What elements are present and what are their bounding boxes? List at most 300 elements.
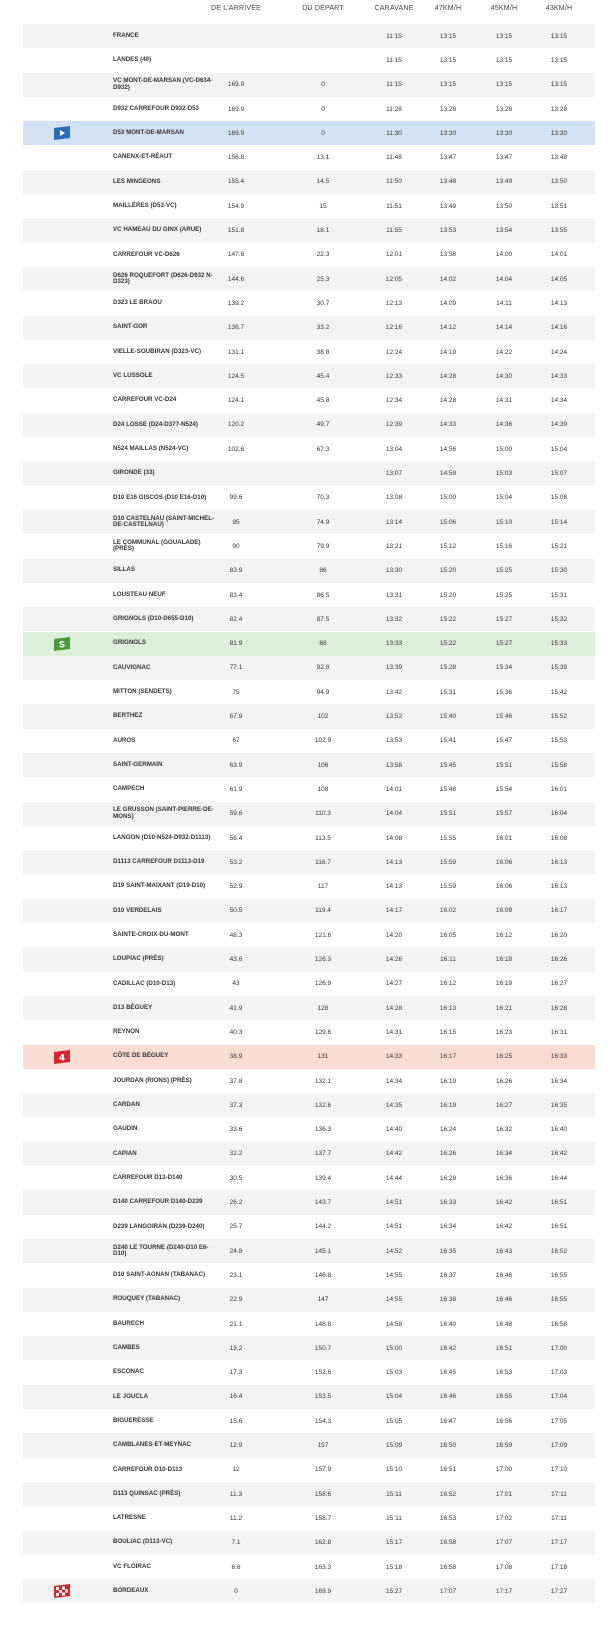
distance-to-finish <box>206 48 266 72</box>
header-45kmh: 45KM/H <box>490 5 518 12</box>
distance-to-finish: 151.8 <box>227 227 245 235</box>
checkpoint-name: CARREFOUR D13-D140 <box>113 1173 183 1181</box>
time-45kmh: 15:03 <box>495 470 513 478</box>
time-47kmh: 15:51 <box>439 810 457 818</box>
distance-from-start: 132.1 <box>314 1077 332 1085</box>
time-47kmh: 16:11 <box>440 956 456 964</box>
time-45kmh: 13:15 <box>495 32 513 40</box>
caravan-time: 14:13 <box>385 883 403 891</box>
caravan-time: 14:27 <box>385 980 403 988</box>
distance-from-start: 121.6 <box>314 931 332 939</box>
distance-to-finish: 169.9 <box>227 105 245 113</box>
checkpoint-name: BIGUERESSE <box>113 1416 154 1424</box>
distance-to-finish: 77.1 <box>229 664 243 672</box>
time-45kmh: 15:57 <box>495 810 513 818</box>
distance-to-finish: 75 <box>232 688 240 696</box>
distance-to-finish: 99.6 <box>229 494 243 502</box>
distance-to-finish: 102.6 <box>227 445 245 453</box>
distance-to-finish: 33.6 <box>229 1126 243 1134</box>
caravan-time: 13:58 <box>385 761 403 769</box>
distance-to-finish: 23.1 <box>229 1271 243 1279</box>
time-45kmh: 17:02 <box>495 1514 513 1522</box>
distance-from-start: 15 <box>319 202 327 210</box>
time-45kmh: 17:17 <box>495 1587 513 1595</box>
caravan-time: 14:51 <box>385 1199 403 1207</box>
time-43kmh: 13:55 <box>550 227 568 235</box>
caravan-time: 14:17 <box>385 907 403 915</box>
checkpoint-name: LOUSTEAU NEUF <box>113 590 166 598</box>
header-43kmh: 43KM/H <box>545 5 573 12</box>
distance-to-finish: 154.9 <box>227 202 245 210</box>
time-43kmh: 16:04 <box>550 810 568 818</box>
checkpoint-name: GAUDIN <box>113 1125 138 1133</box>
time-47kmh: 13:15 <box>439 81 457 89</box>
caravan-time: 12:39 <box>385 421 403 429</box>
caravan-time: 13:07 <box>385 470 403 478</box>
time-43kmh: 15:58 <box>550 761 568 769</box>
time-43kmh: 15:07 <box>550 470 568 478</box>
climb-category-label: 4 <box>58 1053 66 1064</box>
time-47kmh: 16:53 <box>439 1514 457 1522</box>
time-45kmh: 16:32 <box>495 1126 513 1134</box>
table-row <box>23 704 595 728</box>
distance-to-finish: 30.5 <box>229 1174 243 1182</box>
checkpoint-name: D10 E16 GISCOS (D10 E16-D10) <box>113 493 207 501</box>
checkpoint-name: FRANCE <box>113 31 139 39</box>
distance-to-finish: 90 <box>232 542 240 550</box>
distance-to-finish: 11.3 <box>229 1490 243 1498</box>
distance-from-start: 117 <box>317 883 329 891</box>
time-45kmh: 16:46 <box>495 1296 513 1304</box>
table-row <box>23 1263 595 1287</box>
time-45kmh: 16:09 <box>495 907 513 915</box>
distance-from-start: 106 <box>317 761 329 769</box>
caravan-time: 15:10 <box>385 1466 403 1474</box>
distance-from-start: 88 <box>319 640 327 648</box>
time-45kmh: 14:00 <box>495 251 513 259</box>
checkpoint-name: LATRESNE <box>113 1514 146 1522</box>
checkpoint-name: CÔTE DE BÉGUEY <box>113 1052 169 1060</box>
caravan-time: 11:48 <box>386 154 402 162</box>
time-45kmh: 13:50 <box>495 202 513 210</box>
caravan-time: 13:33 <box>385 640 403 648</box>
time-47kmh: 15:22 <box>439 640 457 648</box>
time-45kmh: 16:34 <box>495 1150 513 1158</box>
time-45kmh: 16:12 <box>495 931 513 939</box>
caravan-time: 14:34 <box>385 1077 403 1085</box>
distance-from-start: 14.5 <box>316 178 330 186</box>
distance-to-finish: 63.9 <box>229 761 243 769</box>
caravan-time: 12:34 <box>385 397 403 405</box>
distance-to-finish: 22.9 <box>229 1296 243 1304</box>
caravan-time: 13:32 <box>385 615 403 623</box>
time-43kmh: 13:30 <box>550 129 568 137</box>
caravan-time: 13:30 <box>385 567 403 575</box>
distance-to-finish: 83.4 <box>229 591 243 599</box>
time-45kmh: 13:47 <box>495 154 513 162</box>
time-45kmh: 13:15 <box>495 56 513 64</box>
time-43kmh: 13:51 <box>550 202 568 210</box>
distance-from-start: 169.9 <box>314 1587 332 1595</box>
time-43kmh: 16:34 <box>550 1077 568 1085</box>
caravan-time: 14:04 <box>385 810 403 818</box>
distance-to-finish: 6.6 <box>231 1563 241 1571</box>
time-43kmh: 17:03 <box>550 1369 568 1377</box>
time-43kmh: 17:18 <box>550 1563 568 1571</box>
table-row <box>23 947 595 971</box>
distance-from-start: 119.4 <box>315 907 331 915</box>
table-row <box>23 1215 595 1239</box>
time-47kmh: 14:09 <box>439 299 457 307</box>
distance-from-start: 70.3 <box>316 494 330 502</box>
caravan-time: 14:52 <box>385 1247 403 1255</box>
checkpoint-name: SILLAS <box>113 566 136 574</box>
time-43kmh: 17:17 <box>550 1539 568 1547</box>
checkpoint-name: MAILLÈRES (D53-VC) <box>113 201 177 209</box>
distance-to-finish: 48.3 <box>229 931 243 939</box>
distance-from-start: 148.8 <box>314 1320 332 1328</box>
time-45kmh: 14:14 <box>495 324 513 332</box>
distance-to-finish: 95 <box>232 518 240 526</box>
time-47kmh: 14:28 <box>439 397 457 405</box>
time-43kmh: 17:11 <box>551 1490 567 1498</box>
table-header <box>0 0 608 24</box>
checkpoint-name: CARDAN <box>113 1101 140 1109</box>
time-43kmh: 13:15 <box>550 56 568 64</box>
distance-from-start: 126.3 <box>314 956 332 964</box>
time-45kmh: 16:42 <box>495 1223 513 1231</box>
time-43kmh: 15:14 <box>550 518 568 526</box>
checkpoint-name: BOULIAC (D113-VC) <box>113 1538 173 1546</box>
checkpoint-name: VC LUSSOLE <box>113 372 153 380</box>
checkpoint-name: VC HAMEAU DU GINX (ARUE) <box>113 226 202 234</box>
time-47kmh: 16:12 <box>439 980 457 988</box>
time-47kmh: 16:05 <box>439 931 457 939</box>
time-47kmh: 16:40 <box>439 1320 457 1328</box>
time-45kmh: 15:16 <box>495 542 513 550</box>
distance-from-start: 87.5 <box>316 615 330 623</box>
caravan-time: 15:09 <box>385 1442 403 1450</box>
distance-from-start: 22.3 <box>316 251 330 259</box>
climb-category-icon <box>53 1050 71 1064</box>
time-47kmh: 14:59 <box>439 470 457 478</box>
time-45kmh: 13:15 <box>495 81 513 89</box>
caravan-time: 13:31 <box>385 591 403 599</box>
distance-to-finish: 43 <box>232 980 240 988</box>
caravan-time: 11:55 <box>386 227 402 235</box>
time-43kmh: 17:11 <box>551 1514 567 1522</box>
table-row <box>23 486 595 510</box>
time-45kmh: 15:27 <box>495 615 513 623</box>
caravan-time: 14:01 <box>385 785 403 793</box>
distance-from-start: 132.6 <box>314 1101 332 1109</box>
time-45kmh: 13:28 <box>495 105 513 113</box>
distance-to-finish: 124.1 <box>227 397 245 405</box>
distance-from-start: 13.1 <box>316 154 330 162</box>
distance-to-finish: 26.2 <box>229 1199 243 1207</box>
caravan-time: 12:05 <box>385 275 403 283</box>
time-45kmh: 16:19 <box>495 980 513 988</box>
distance-from-start: 145.1 <box>314 1247 332 1255</box>
caravan-time: 14:35 <box>385 1101 403 1109</box>
distance-to-finish: 67 <box>232 737 240 745</box>
time-43kmh: 15:31 <box>550 591 568 599</box>
distance-from-start: 38.8 <box>316 348 330 356</box>
time-47kmh: 15:20 <box>439 591 457 599</box>
time-45kmh: 16:25 <box>495 1053 513 1061</box>
finish-flag-icon <box>53 1584 71 1598</box>
time-43kmh: 13:28 <box>550 105 568 113</box>
time-47kmh: 16:13 <box>439 1004 457 1012</box>
distance-from-start: 45.8 <box>316 397 330 405</box>
distance-to-finish: 25.7 <box>229 1223 243 1231</box>
time-45kmh: 14:30 <box>495 372 513 380</box>
time-45kmh: 14:11 <box>496 299 512 307</box>
time-45kmh: 15:25 <box>495 591 513 599</box>
distance-to-finish: 169.9 <box>227 129 245 137</box>
checkpoint-name: CARREFOUR D10-D113 <box>113 1465 183 1473</box>
checkpoint-name: N524 MAILLAS (N524-VC) <box>113 444 189 452</box>
time-47kmh: 16:34 <box>439 1223 457 1231</box>
checkpoint-name: D1113 CARREFOUR D1113-D19 <box>113 858 205 866</box>
table-row <box>23 802 595 826</box>
caravan-time: 11:15 <box>386 56 402 64</box>
time-45kmh: 17:01 <box>495 1490 513 1498</box>
caravan-time: 11:28 <box>386 105 402 113</box>
distance-from-start: 150.7 <box>314 1344 332 1352</box>
distance-to-finish: 61.9 <box>229 785 243 793</box>
distance-to-finish: 24.8 <box>229 1247 243 1255</box>
header-caravan: CARAVANE <box>374 5 414 12</box>
table-row <box>23 267 595 291</box>
table-row <box>23 1239 595 1263</box>
distance-to-finish: 155.4 <box>227 178 245 186</box>
time-47kmh: 16:02 <box>439 907 457 915</box>
distance-from-start: 144.2 <box>314 1223 332 1231</box>
caravan-time: 15:03 <box>385 1369 403 1377</box>
time-45kmh: 16:18 <box>495 956 513 964</box>
table-row <box>23 48 595 72</box>
distance-from-start <box>293 461 353 485</box>
time-43kmh: 14:13 <box>550 299 568 307</box>
table-row <box>23 1385 595 1409</box>
checkpoint-name: MITTON (SENDETS) <box>113 687 172 695</box>
table-row <box>23 1045 595 1069</box>
distance-from-start: 110.3 <box>315 810 331 818</box>
distance-from-start <box>293 24 353 48</box>
distance-from-start: 153.5 <box>314 1393 332 1401</box>
time-47kmh: 16:51 <box>439 1466 457 1474</box>
distance-to-finish: 131.1 <box>227 348 245 356</box>
time-47kmh: 16:47 <box>439 1417 457 1425</box>
checkpoint-name: LOUPIAC (PRÈS) <box>113 955 164 963</box>
caravan-time: 14:58 <box>385 1320 403 1328</box>
caravan-time: 13:39 <box>385 664 403 672</box>
table-row <box>23 996 595 1020</box>
table-row <box>23 437 595 461</box>
checkpoint-name: D19 SAINT-MAIXANT (D19-D10) <box>113 882 206 890</box>
time-43kmh: 17:27 <box>550 1587 568 1595</box>
caravan-time: 13:21 <box>385 542 403 550</box>
time-43kmh: 16:55 <box>550 1296 568 1304</box>
time-43kmh: 16:28 <box>550 1004 568 1012</box>
table-row <box>23 73 595 97</box>
time-47kmh: 13:15 <box>439 32 457 40</box>
table-row <box>23 559 595 583</box>
distance-from-start: 139.4 <box>314 1174 332 1182</box>
table-row <box>23 1312 595 1336</box>
distance-from-start: 126.9 <box>314 980 332 988</box>
distance-from-start: 25.3 <box>316 275 330 283</box>
distance-to-finish: 81.9 <box>229 640 243 648</box>
time-45kmh: 16:59 <box>495 1442 513 1450</box>
time-43kmh: 16:52 <box>550 1247 568 1255</box>
time-43kmh: 14:39 <box>550 421 568 429</box>
time-43kmh: 15:21 <box>550 542 568 550</box>
time-43kmh: 13:15 <box>550 81 568 89</box>
checkpoint-name: D140 CARREFOUR D140-D239 <box>113 1198 203 1206</box>
distance-to-finish: 52.9 <box>229 883 243 891</box>
time-45kmh: 15:10 <box>495 518 513 526</box>
checkpoint-name: VC MONT-DE-MARSAN (VC-D634-D932) <box>113 77 213 91</box>
distance-from-start: 136.3 <box>314 1126 332 1134</box>
distance-from-start: 137.7 <box>314 1150 332 1158</box>
time-43kmh: 16:33 <box>550 1053 568 1061</box>
caravan-time: 13:08 <box>385 494 403 502</box>
checkpoint-name: D10 CASTELNAU (SAINT-MICHEL-DE-CASTELNAU) <box>113 514 215 529</box>
caravan-time: 11:50 <box>386 178 402 186</box>
time-43kmh: 14:33 <box>550 372 568 380</box>
distance-from-start: 30.7 <box>316 299 330 307</box>
time-43kmh: 13:50 <box>550 178 568 186</box>
checkpoint-name: CAMPECH <box>113 785 145 793</box>
time-45kmh: 16:23 <box>495 1028 513 1036</box>
distance-from-start: 154.3 <box>314 1417 332 1425</box>
time-45kmh: 16:56 <box>495 1417 513 1425</box>
caravan-time: 15:05 <box>385 1417 403 1425</box>
time-45kmh: 17:07 <box>495 1539 513 1547</box>
checkpoint-name: D932 CARREFOUR D932-D53 <box>113 104 199 112</box>
table-row <box>23 340 595 364</box>
checkpoint-name: D10 VERDELAIS <box>113 906 162 914</box>
distance-to-finish: 156.8 <box>227 154 245 162</box>
time-47kmh: 15:31 <box>439 688 457 696</box>
caravan-time: 13:04 <box>385 445 403 453</box>
distance-from-start: 152.6 <box>314 1369 332 1377</box>
distance-from-start: 163.3 <box>314 1563 332 1571</box>
time-43kmh: 16:27 <box>550 980 568 988</box>
time-45kmh: 16:51 <box>495 1344 513 1352</box>
time-45kmh: 15:51 <box>495 761 513 769</box>
distance-from-start: 128 <box>317 1004 329 1012</box>
time-43kmh: 16:01 <box>550 785 568 793</box>
distance-to-finish: 56.4 <box>229 834 243 842</box>
table-row <box>23 850 595 874</box>
caravan-time: 14:40 <box>385 1126 403 1134</box>
distance-from-start: 86 <box>319 567 327 575</box>
caravan-time: 14:51 <box>385 1223 403 1231</box>
table-row <box>23 1336 595 1360</box>
time-47kmh: 13:58 <box>439 251 457 259</box>
table-row <box>23 875 595 899</box>
table-row <box>23 1118 595 1142</box>
table-row <box>23 1409 595 1433</box>
caravan-time: 15:27 <box>385 1587 403 1595</box>
time-43kmh: 16:08 <box>550 834 568 842</box>
distance-from-start: 146.8 <box>314 1271 332 1279</box>
checkpoint-name: CAUVIGNAC <box>113 663 151 671</box>
table-row <box>23 413 595 437</box>
checkpoint-name: GRIGNOLS (D10-D655-D10) <box>113 615 194 623</box>
distance-to-finish: 19.2 <box>229 1344 243 1352</box>
time-47kmh: 15:12 <box>439 542 457 550</box>
checkpoint-name: SAINTE-CROIX-DU-MONT <box>113 930 189 938</box>
table-row <box>23 1142 595 1166</box>
checkpoint-name: JOURDAN (RIONS) (PRÈS) <box>113 1076 192 1084</box>
header-arrival: DE L'ARRIVÉE <box>210 5 262 12</box>
distance-from-start: 49.7 <box>316 421 330 429</box>
table-row <box>23 97 595 121</box>
time-47kmh: 16:19 <box>439 1077 457 1085</box>
table-row <box>23 899 595 923</box>
distance-from-start: 0 <box>321 129 325 137</box>
time-43kmh: 17:05 <box>550 1417 568 1425</box>
distance-from-start: 45.4 <box>316 372 330 380</box>
distance-to-finish: 82.4 <box>229 615 243 623</box>
header-47kmh: 47KM/H <box>434 5 462 12</box>
caravan-time: 12:16 <box>385 324 403 332</box>
distance-to-finish: 21.1 <box>229 1320 243 1328</box>
table-row <box>23 656 595 680</box>
distance-to-finish: 83.9 <box>229 567 243 575</box>
distance-to-finish: 147.6 <box>227 251 245 259</box>
table-row <box>23 680 595 704</box>
time-43kmh: 13:15 <box>550 32 568 40</box>
time-43kmh: 15:52 <box>550 713 568 721</box>
checkpoint-name: LE JOUCLA <box>113 1392 149 1400</box>
table-row <box>23 1506 595 1530</box>
distance-to-finish <box>206 24 266 48</box>
distance-to-finish: 7.1 <box>231 1539 241 1547</box>
checkpoint-name: ROUQUEY (TABANAC) <box>113 1295 181 1303</box>
caravan-time: 14:08 <box>385 834 403 842</box>
time-43kmh: 16:13 <box>550 858 568 866</box>
distance-to-finish: 169.9 <box>227 81 245 89</box>
time-45kmh: 13:30 <box>495 129 513 137</box>
time-43kmh: 13:48 <box>550 154 568 162</box>
distance-to-finish: 15.6 <box>229 1417 243 1425</box>
checkpoint-name: D13 BÉGUEY <box>113 1003 153 1011</box>
time-43kmh: 16:35 <box>550 1101 568 1109</box>
distance-to-finish: 17.3 <box>229 1369 243 1377</box>
distance-from-start: 0 <box>321 81 325 89</box>
checkpoint-name: D53 MONT-DE-MARSAN <box>113 129 184 137</box>
table-row <box>23 1531 595 1555</box>
table-row <box>23 753 595 777</box>
caravan-time: 12:33 <box>385 372 403 380</box>
time-47kmh: 16:50 <box>439 1442 457 1450</box>
table-row <box>23 121 595 145</box>
time-43kmh: 16:42 <box>550 1150 568 1158</box>
time-43kmh: 16:31 <box>550 1028 568 1036</box>
time-45kmh: 16:26 <box>495 1077 513 1085</box>
time-47kmh: 15:28 <box>439 664 457 672</box>
table-row <box>23 1482 595 1506</box>
distance-to-finish <box>206 461 266 485</box>
caravan-time: 15:11 <box>386 1490 402 1498</box>
time-45kmh: 14:22 <box>495 348 513 356</box>
sprint-icon <box>53 637 71 651</box>
